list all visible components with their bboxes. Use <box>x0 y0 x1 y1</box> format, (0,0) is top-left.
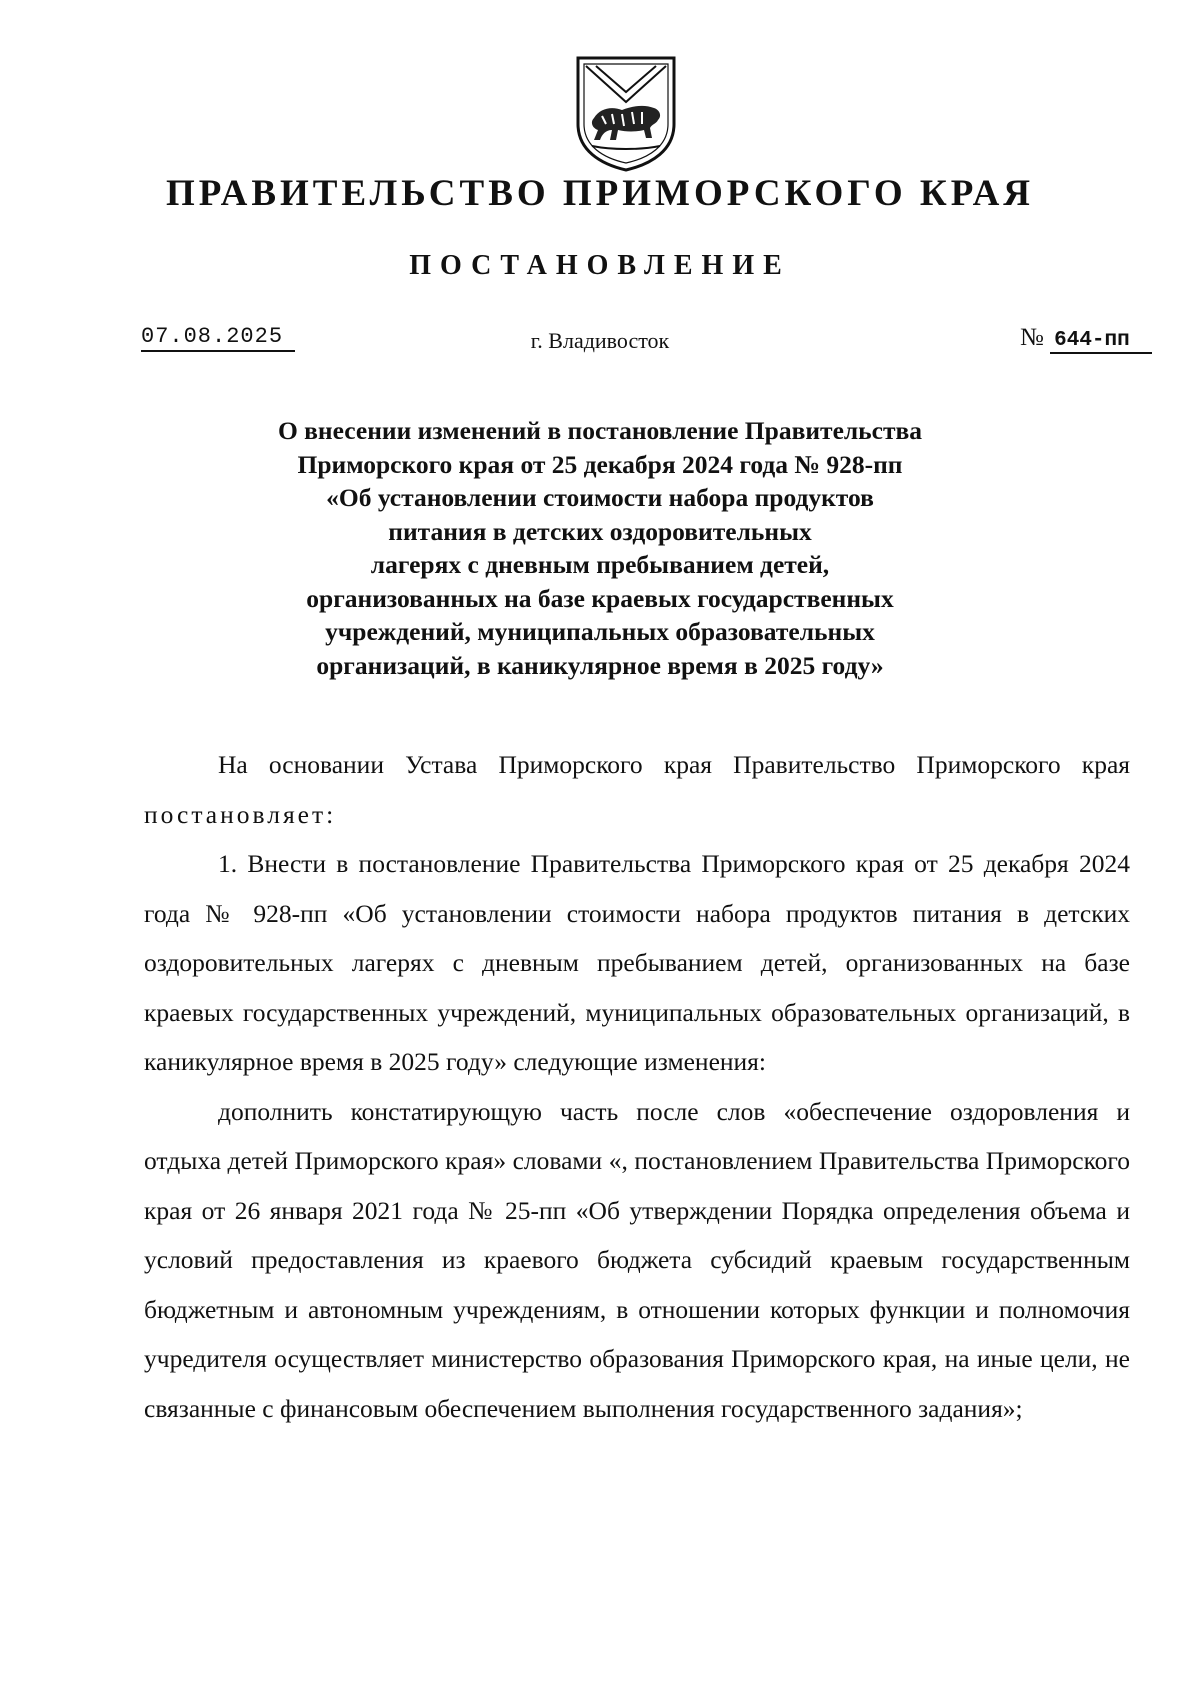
document-city: г. Владивосток <box>530 328 670 353</box>
preamble-verb: постановляет: <box>144 799 337 829</box>
number-sign: № <box>1020 324 1044 351</box>
organization-title: ПРАВИТЕЛЬСТВО ПРИМОРСКОГО КРАЯ <box>165 173 1035 214</box>
document-date: 07.08.2025 <box>141 324 295 352</box>
preamble-paragraph <box>144 740 1130 839</box>
item-1-paragraph: 1. Внести в постановление Правительства Приморского края от 25 декабря 2024 года № 928-пп «Об установлении стоимости набора продуктов питания в детских оздоровительных лагерях с дневным пребыванием детей, организованных на базе краевых государственных учреждений, муниципальных образовательных организаций, в каникулярное время в 2025 году» следующие изменения: <box>144 849 1130 1076</box>
subject-line: организаций, в каникулярное время в 2025 году» <box>316 650 884 680</box>
document-number-block <box>1020 324 1152 354</box>
subject-line: питания в детских оздоровительных <box>388 516 812 546</box>
document-subject <box>150 414 1050 682</box>
amendment-paragraph: дополнить констатирующую часть после слов «обеспечение оздоровления и отдыха детей Приморского края» словами «, постановлением Правительства Приморского края от 26 января 2021 года № 25-пп «Об утверждении Порядка определения объема и условий предоставления из краевого бюджета субсидий краевым государственным бюджетным и автономным учреждениям, в отношении которых функции и полномочия учредителя осуществляет министерство образования Приморского края, на иные цели, не связанные с финансовым обеспечением выполнения государственного задания»; <box>144 1096 1130 1423</box>
subject-line: учреждений, муниципальных образовательных <box>325 617 875 646</box>
subject-line: О внесении изменений в постановление Правительства <box>277 416 923 445</box>
subject-line: лагерях с дневным пребыванием детей, <box>370 550 830 579</box>
document-type: ПОСТАНОВЛЕНИЕ <box>409 250 791 281</box>
coat-of-arms-emblem <box>572 52 680 174</box>
subject-line: организованных на базе краевых государственных <box>306 583 894 613</box>
subject-line: «Об установлении стоимости набора продуктов <box>326 483 874 512</box>
document-number: 644-пп <box>1050 329 1152 354</box>
document-body <box>144 740 1130 1433</box>
subject-line: Приморского края от 25 декабря 2024 года № 928-пп <box>297 449 903 479</box>
primorsky-krai-coat-of-arms-icon <box>572 52 680 174</box>
preamble-text: На основании Устава Приморского края Правительство Приморского края <box>218 750 1130 779</box>
